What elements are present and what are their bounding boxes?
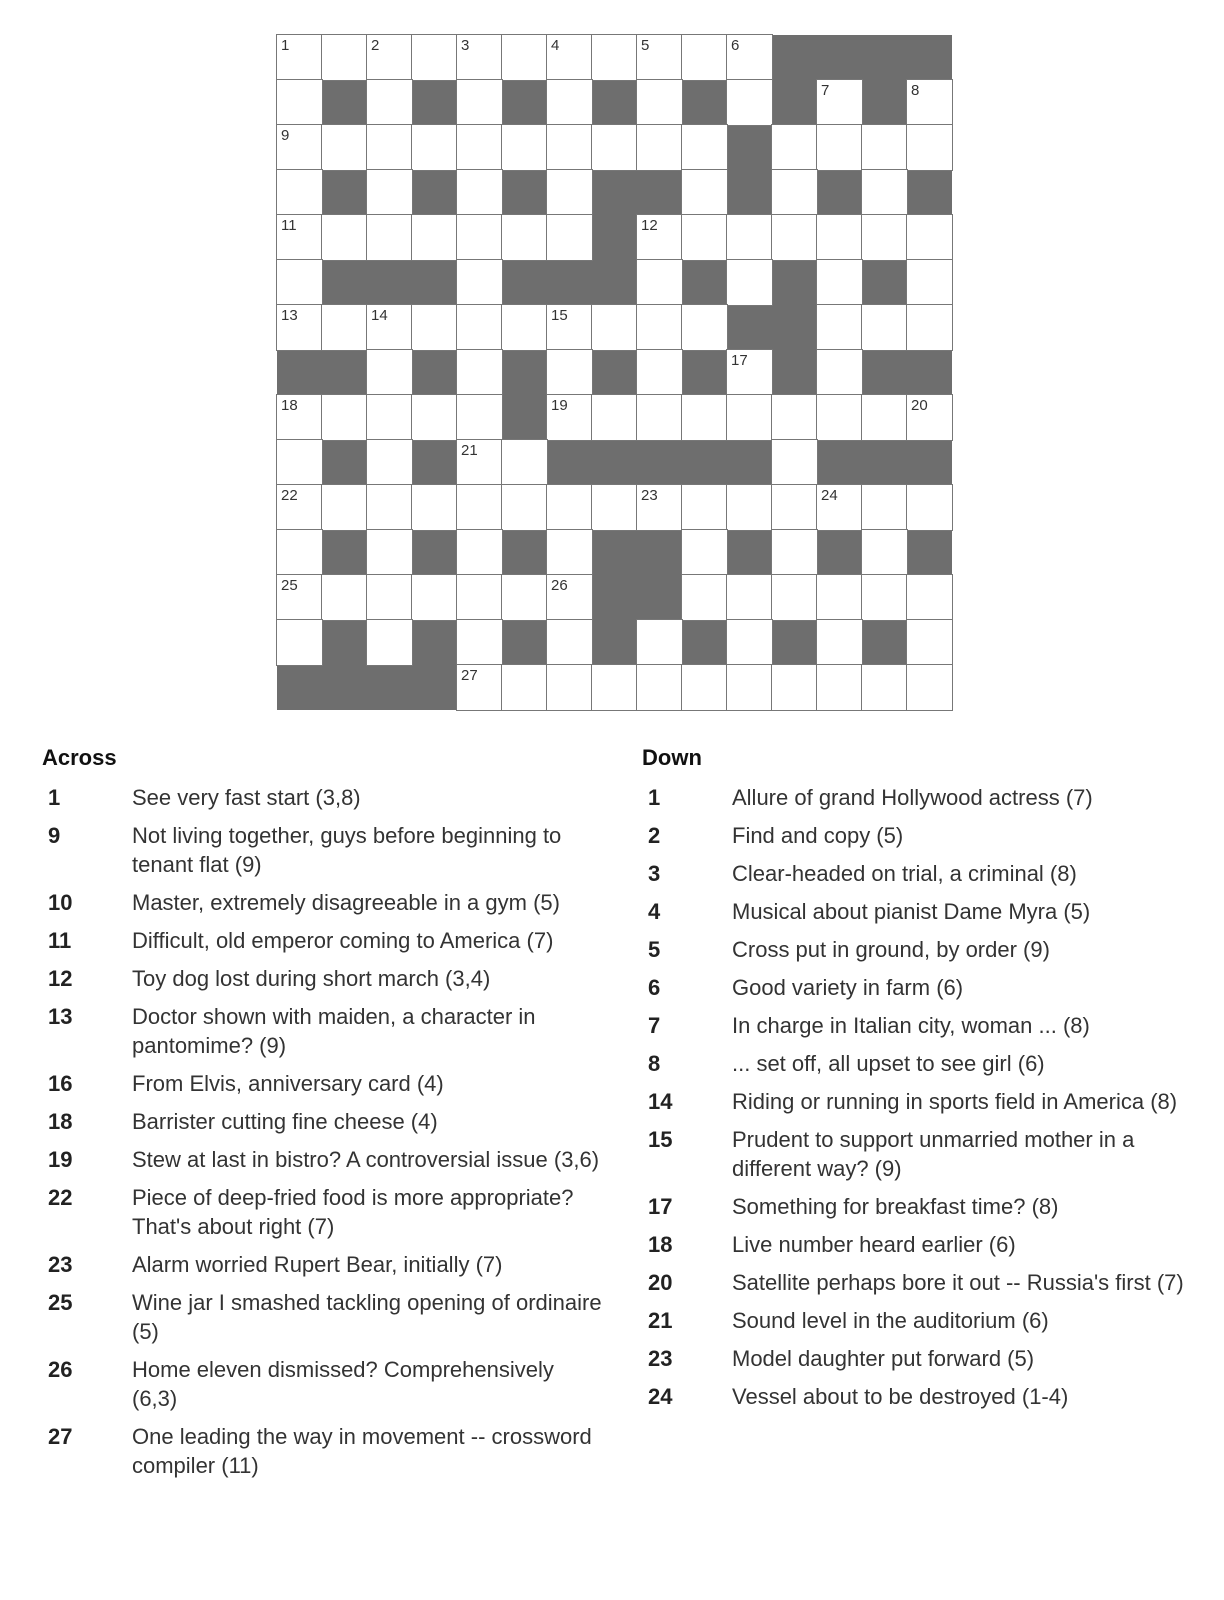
clue-text: Piece of deep-fried food is more appropriate? That's about right (7) xyxy=(132,1185,574,1239)
grid-cell[interactable] xyxy=(502,215,547,260)
grid-cell[interactable] xyxy=(547,395,592,440)
grid-cell[interactable] xyxy=(592,35,637,80)
clue-text: Satellite perhaps bore it out -- Russia's first (7) xyxy=(732,1270,1184,1295)
grid-cell[interactable] xyxy=(862,395,907,440)
grid-cell[interactable] xyxy=(277,305,322,350)
grid-cell[interactable] xyxy=(412,485,457,530)
down-clue xyxy=(642,1049,1202,1078)
clue-number: 4 xyxy=(648,899,661,924)
grid-cell[interactable] xyxy=(817,665,862,710)
grid-cell[interactable] xyxy=(547,485,592,530)
clue-text: From Elvis, anniversary card (4) xyxy=(132,1071,444,1096)
grid-cell[interactable] xyxy=(727,575,772,620)
grid-cell[interactable] xyxy=(907,575,952,620)
grid-cell[interactable] xyxy=(862,485,907,530)
grid-cell[interactable] xyxy=(502,485,547,530)
clue-text: Not living together, guys before beginning to tenant flat (9) xyxy=(132,823,562,877)
grid-cell[interactable] xyxy=(907,215,952,260)
across-clue xyxy=(42,821,602,879)
down-clue xyxy=(642,783,1202,812)
grid-cell[interactable] xyxy=(502,125,547,170)
grid-cell[interactable] xyxy=(817,395,862,440)
grid-cell[interactable] xyxy=(367,80,412,125)
clue-text: Find and copy (5) xyxy=(732,823,904,848)
across-clue xyxy=(42,1355,602,1413)
clue-number: 27 xyxy=(48,1424,73,1449)
across-clue xyxy=(42,1288,602,1346)
grid-cell[interactable] xyxy=(457,170,502,215)
grid-cell[interactable] xyxy=(322,485,367,530)
grid-cell[interactable] xyxy=(457,575,502,620)
grid-cell[interactable] xyxy=(277,125,322,170)
clue-text: Riding or running in sports field in America (8) xyxy=(732,1089,1178,1114)
grid-cell[interactable] xyxy=(547,665,592,710)
across-clue-list xyxy=(42,783,602,1480)
down-clue xyxy=(642,1382,1202,1411)
clue-text: Wine jar I smashed tackling opening of ordinaire (5) xyxy=(132,1290,602,1344)
clue-number: 12 xyxy=(48,966,73,991)
grid-cell[interactable] xyxy=(907,125,952,170)
clue-number: 1 xyxy=(281,37,290,54)
grid-cell[interactable] xyxy=(907,665,952,710)
grid-cell[interactable] xyxy=(457,350,502,395)
clue-number: 3 xyxy=(461,37,470,54)
grid-cell[interactable] xyxy=(637,215,682,260)
clue-text: Stew at last in bistro? A controversial issue (3,6) xyxy=(132,1147,600,1172)
down-clue xyxy=(642,1268,1202,1297)
clue-number: 15 xyxy=(648,1127,673,1152)
clue-number: 16 xyxy=(48,1071,73,1096)
grid-cell[interactable] xyxy=(547,125,592,170)
grid-cell[interactable] xyxy=(322,125,367,170)
grid-cell[interactable] xyxy=(457,125,502,170)
grid-cell[interactable] xyxy=(367,395,412,440)
across-clue xyxy=(42,1145,602,1174)
clue-number: 23 xyxy=(48,1252,73,1277)
grid-cell[interactable] xyxy=(682,530,727,575)
grid-cell[interactable] xyxy=(772,530,817,575)
grid-cell[interactable] xyxy=(547,530,592,575)
grid-cell[interactable] xyxy=(727,215,772,260)
grid-cell[interactable] xyxy=(457,35,502,80)
grid-cell[interactable] xyxy=(862,125,907,170)
grid-cell[interactable] xyxy=(727,665,772,710)
clue-number: 9 xyxy=(281,127,290,144)
across-clue xyxy=(42,1422,602,1480)
crossword-grid xyxy=(277,35,952,710)
grid-cell[interactable] xyxy=(727,260,772,305)
clue-number: 22 xyxy=(48,1185,73,1210)
grid-cell[interactable] xyxy=(367,305,412,350)
grid-cell[interactable] xyxy=(727,620,772,665)
grid-cell[interactable] xyxy=(277,530,322,575)
grid-cell[interactable] xyxy=(772,440,817,485)
grid-cell[interactable] xyxy=(592,665,637,710)
across-heading: Across xyxy=(42,745,117,770)
clue-number: 13 xyxy=(281,307,298,324)
clue-text: Model daughter put forward (5) xyxy=(732,1346,1035,1371)
grid-cell[interactable] xyxy=(457,440,502,485)
grid-cell[interactable] xyxy=(772,170,817,215)
grid-cell[interactable] xyxy=(277,260,322,305)
grid-cell[interactable] xyxy=(817,620,862,665)
clue-text: One leading the way in movement -- crossword compiler (11) xyxy=(132,1424,592,1478)
clue-number: 11 xyxy=(48,928,72,953)
clue-number: 21 xyxy=(648,1308,673,1333)
grid-cell[interactable] xyxy=(592,485,637,530)
clue-number: 26 xyxy=(551,577,568,594)
grid-cell[interactable] xyxy=(637,620,682,665)
clue-number: 6 xyxy=(648,975,661,1000)
grid-cell[interactable] xyxy=(772,575,817,620)
grid-cell[interactable] xyxy=(637,125,682,170)
clue-number: 2 xyxy=(371,37,380,54)
grid-cell[interactable] xyxy=(682,395,727,440)
grid-cell[interactable] xyxy=(277,170,322,215)
grid-cell[interactable] xyxy=(682,665,727,710)
grid-cell[interactable] xyxy=(817,215,862,260)
grid-cell[interactable] xyxy=(637,260,682,305)
down-clue xyxy=(642,1230,1202,1259)
grid-cell[interactable] xyxy=(277,620,322,665)
clue-text: Something for breakfast time? (8) xyxy=(732,1194,1059,1219)
clue-number: 3 xyxy=(648,861,661,886)
grid-cell[interactable] xyxy=(592,395,637,440)
clue-text: Sound level in the auditorium (6) xyxy=(732,1308,1049,1333)
grid-cell[interactable] xyxy=(682,305,727,350)
clue-number: 2 xyxy=(648,823,661,848)
clue-number: 13 xyxy=(48,1004,73,1029)
grid-cell[interactable] xyxy=(367,125,412,170)
grid-cell[interactable] xyxy=(457,395,502,440)
grid-cell[interactable] xyxy=(547,575,592,620)
clue-text: See very fast start (3,8) xyxy=(132,785,361,810)
grid-cell[interactable] xyxy=(277,575,322,620)
down-clue xyxy=(642,1192,1202,1221)
grid-cell[interactable] xyxy=(637,485,682,530)
down-clue-list xyxy=(642,783,1202,1411)
grid-cell[interactable] xyxy=(457,620,502,665)
grid-cell[interactable] xyxy=(412,35,457,80)
grid-cell[interactable] xyxy=(592,125,637,170)
clue-text: Difficult, old emperor coming to America (7) xyxy=(132,928,554,953)
grid-cell[interactable] xyxy=(862,530,907,575)
clue-text: Good variety in farm (6) xyxy=(732,975,964,1000)
clue-text: Clear-headed on trial, a criminal (8) xyxy=(732,861,1077,886)
clue-text: Toy dog lost during short march (3,4) xyxy=(132,966,491,991)
grid-cell[interactable] xyxy=(772,395,817,440)
grid-cell[interactable] xyxy=(547,305,592,350)
grid-cell[interactable] xyxy=(367,485,412,530)
grid-cell[interactable] xyxy=(367,35,412,80)
clue-number: 20 xyxy=(648,1270,673,1295)
across-clue xyxy=(42,1107,602,1136)
clue-number: 25 xyxy=(281,577,298,594)
grid-cell[interactable] xyxy=(547,350,592,395)
clue-text: Alarm worried Rupert Bear, initially (7) xyxy=(132,1252,503,1277)
grid-cell[interactable] xyxy=(772,125,817,170)
grid-cell[interactable] xyxy=(862,575,907,620)
grid-cell[interactable] xyxy=(772,215,817,260)
clue-number: 25 xyxy=(48,1290,73,1315)
down-clue xyxy=(642,859,1202,888)
clue-number: 18 xyxy=(48,1109,73,1134)
grid-cell[interactable] xyxy=(817,485,862,530)
grid-cell[interactable] xyxy=(682,35,727,80)
clue-number: 19 xyxy=(48,1147,73,1172)
grid-cell[interactable] xyxy=(637,395,682,440)
clue-text: Musical about pianist Dame Myra (5) xyxy=(732,899,1091,924)
grid-cell[interactable] xyxy=(277,485,322,530)
grid-cell[interactable] xyxy=(547,35,592,80)
grid-cell[interactable] xyxy=(502,440,547,485)
grid-cell[interactable] xyxy=(547,80,592,125)
clue-number: 20 xyxy=(911,397,928,414)
grid-cell[interactable] xyxy=(457,530,502,575)
grid-cell[interactable] xyxy=(727,395,772,440)
grid-cell[interactable] xyxy=(277,215,322,260)
grid-cell[interactable] xyxy=(457,215,502,260)
clue-text: In charge in Italian city, woman ... (8) xyxy=(732,1013,1090,1038)
grid-cell[interactable] xyxy=(727,485,772,530)
clue-number: 14 xyxy=(648,1089,673,1114)
clue-number: 5 xyxy=(641,37,650,54)
clue-text: ... set off, all upset to see girl (6) xyxy=(732,1051,1045,1076)
clue-number: 17 xyxy=(731,352,748,369)
grid-cell[interactable] xyxy=(322,395,367,440)
grid-cell[interactable] xyxy=(367,215,412,260)
clue-number: 10 xyxy=(48,890,73,915)
grid-cell[interactable] xyxy=(367,620,412,665)
down-clue xyxy=(642,1087,1202,1116)
grid-cell[interactable] xyxy=(547,215,592,260)
clue-number: 14 xyxy=(371,307,388,324)
grid-cell[interactable] xyxy=(457,305,502,350)
grid-cell[interactable] xyxy=(457,665,502,710)
grid-cell[interactable] xyxy=(637,665,682,710)
grid-cell[interactable] xyxy=(322,35,367,80)
grid-cell[interactable] xyxy=(277,395,322,440)
down-clue xyxy=(642,1344,1202,1373)
grid-cell[interactable] xyxy=(637,305,682,350)
grid-cell[interactable] xyxy=(322,575,367,620)
grid-cell[interactable] xyxy=(502,575,547,620)
grid-cell[interactable] xyxy=(412,575,457,620)
grid-cell[interactable] xyxy=(412,305,457,350)
clue-number: 12 xyxy=(641,217,658,234)
down-heading: Down xyxy=(642,745,702,770)
grid-cell[interactable] xyxy=(772,485,817,530)
across-clue xyxy=(42,783,602,812)
grid-cell[interactable] xyxy=(907,80,952,125)
down-clue xyxy=(642,1306,1202,1335)
clue-number: 23 xyxy=(648,1346,673,1371)
grid-cell[interactable] xyxy=(322,215,367,260)
clue-text: Prudent to support unmarried mother in a different way? (9) xyxy=(732,1127,1135,1181)
grid-cell[interactable] xyxy=(547,170,592,215)
grid-cell[interactable] xyxy=(772,665,817,710)
clue-number: 17 xyxy=(648,1194,673,1219)
clue-number: 7 xyxy=(821,82,830,99)
clue-number: 8 xyxy=(911,82,920,99)
grid-cell[interactable] xyxy=(907,485,952,530)
across-clue xyxy=(42,888,602,917)
grid-cell[interactable] xyxy=(502,35,547,80)
grid-cell[interactable] xyxy=(727,35,772,80)
clue-number: 19 xyxy=(551,397,568,414)
clue-number: 8 xyxy=(648,1051,661,1076)
clue-text: Barrister cutting fine cheese (4) xyxy=(132,1109,438,1134)
grid-cell[interactable] xyxy=(637,350,682,395)
clue-number: 27 xyxy=(461,667,478,684)
grid-cell[interactable] xyxy=(817,350,862,395)
clue-number: 23 xyxy=(641,487,658,504)
grid-cell[interactable] xyxy=(817,80,862,125)
across-clue xyxy=(42,1069,602,1098)
grid-cell[interactable] xyxy=(907,620,952,665)
clue-number: 4 xyxy=(551,37,560,54)
clue-text: Cross put in ground, by order (9) xyxy=(732,937,1050,962)
grid-cell[interactable] xyxy=(907,395,952,440)
grid-cell[interactable] xyxy=(907,260,952,305)
grid-cell[interactable] xyxy=(637,35,682,80)
clue-text: Live number heard earlier (6) xyxy=(732,1232,1016,1257)
grid-cell[interactable] xyxy=(592,305,637,350)
grid-cell[interactable] xyxy=(817,260,862,305)
across-clue xyxy=(42,964,602,993)
clue-number: 9 xyxy=(48,823,61,848)
clue-number: 24 xyxy=(821,487,838,504)
clue-number: 22 xyxy=(281,487,298,504)
grid-cell[interactable] xyxy=(817,305,862,350)
grid-cell[interactable] xyxy=(862,305,907,350)
grid-cell[interactable] xyxy=(412,395,457,440)
clue-number: 18 xyxy=(281,397,298,414)
grid-cell[interactable] xyxy=(682,485,727,530)
grid-cell[interactable] xyxy=(637,80,682,125)
grid-cell[interactable] xyxy=(682,170,727,215)
down-clues xyxy=(642,745,1202,1420)
grid-cell[interactable] xyxy=(727,80,772,125)
down-clue xyxy=(642,821,1202,850)
clue-number: 6 xyxy=(731,37,740,54)
clue-text: Master, extremely disagreeable in a gym (5) xyxy=(132,890,560,915)
grid-cell[interactable] xyxy=(277,80,322,125)
across-clue xyxy=(42,1002,602,1060)
clue-number: 1 xyxy=(48,785,61,810)
across-clues xyxy=(42,745,602,1489)
clue-number: 5 xyxy=(648,937,661,962)
grid-cell[interactable] xyxy=(907,305,952,350)
clue-number: 15 xyxy=(551,307,568,324)
grid-cell[interactable] xyxy=(277,35,322,80)
grid-cell[interactable] xyxy=(457,485,502,530)
clue-text: Vessel about to be destroyed (1-4) xyxy=(732,1384,1069,1409)
down-clue xyxy=(642,897,1202,926)
down-clue xyxy=(642,1011,1202,1040)
grid-cell[interactable] xyxy=(367,170,412,215)
grid-cell[interactable] xyxy=(862,665,907,710)
across-clue xyxy=(42,1183,602,1241)
grid-cell[interactable] xyxy=(412,215,457,260)
grid-cell[interactable] xyxy=(862,215,907,260)
clue-number: 11 xyxy=(281,217,297,234)
across-clue xyxy=(42,1250,602,1279)
grid-cell[interactable] xyxy=(547,620,592,665)
grid-cell[interactable] xyxy=(457,80,502,125)
grid-cell[interactable] xyxy=(322,305,367,350)
grid-cell[interactable] xyxy=(367,575,412,620)
clue-number: 24 xyxy=(648,1384,673,1409)
grid-cell[interactable] xyxy=(367,440,412,485)
clue-text: Allure of grand Hollywood actress (7) xyxy=(732,785,1093,810)
grid-cell[interactable] xyxy=(727,350,772,395)
grid-cell[interactable] xyxy=(817,125,862,170)
clue-number: 26 xyxy=(48,1357,73,1382)
clue-text: Doctor shown with maiden, a character in pantomime? (9) xyxy=(132,1004,536,1058)
grid-cell[interactable] xyxy=(412,125,457,170)
down-clue xyxy=(642,935,1202,964)
grid-cell[interactable] xyxy=(682,575,727,620)
clue-number: 7 xyxy=(648,1013,661,1038)
clue-number: 1 xyxy=(648,785,661,810)
grid-cell[interactable] xyxy=(862,170,907,215)
down-clue xyxy=(642,973,1202,1002)
grid-cell[interactable] xyxy=(682,215,727,260)
grid-cell[interactable] xyxy=(817,575,862,620)
clue-number: 18 xyxy=(648,1232,673,1257)
clue-text: Home eleven dismissed? Comprehensively (6,3) xyxy=(132,1357,554,1411)
grid-cell[interactable] xyxy=(367,530,412,575)
grid-cell[interactable] xyxy=(277,440,322,485)
clue-number: 21 xyxy=(461,442,478,459)
across-clue xyxy=(42,926,602,955)
grid-cell[interactable] xyxy=(502,305,547,350)
grid-cell[interactable] xyxy=(502,665,547,710)
grid-cell[interactable] xyxy=(682,125,727,170)
grid-cell[interactable] xyxy=(367,350,412,395)
grid-cell[interactable] xyxy=(457,260,502,305)
down-clue xyxy=(642,1125,1202,1183)
